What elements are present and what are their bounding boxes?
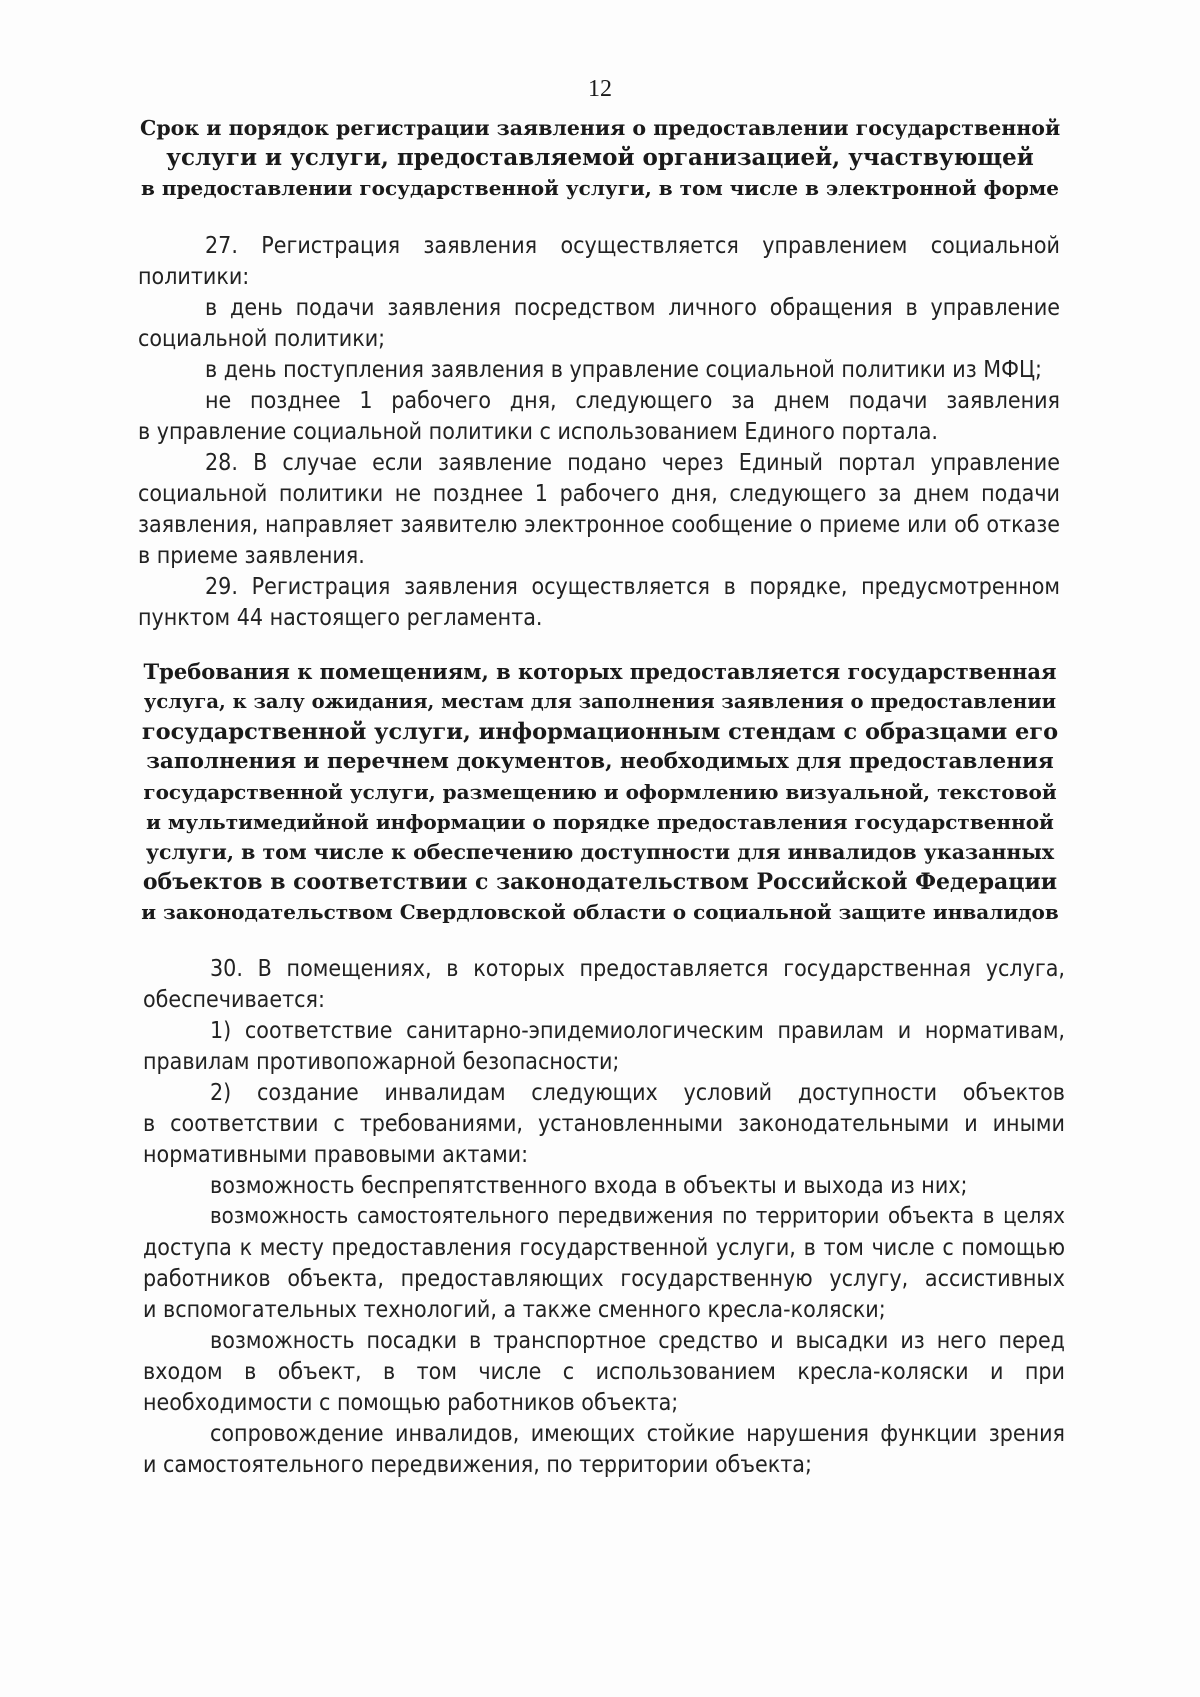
list-item-line: нормативными правовыми актами: xyxy=(143,1142,529,1168)
list-item-line: не позднее 1 рабочего дня, следующего за днем подачи заявления xyxy=(205,388,1060,414)
heading-line: и мультимедийной информации о порядке предоставления государственной xyxy=(146,810,1054,834)
list-item-line: сопровождение инвалидов, имеющих стойкие нарушения функции зрения xyxy=(210,1421,1065,1447)
list-item-line: 2) создание инвалидам следующих условий доступности объектов xyxy=(210,1080,1065,1106)
paragraph-30-line: 30. В помещениях, в которых предоставляется государственная услуга, xyxy=(210,956,1065,982)
list-item-line: в день подачи заявления посредством личного обращения в управление xyxy=(205,295,1060,321)
list-item-line: работников объекта, предоставляющих государственную услугу, ассистивных xyxy=(143,1266,1065,1292)
paragraph-28-line: заявления, направляет заявителю электронное сообщение о приеме или об отказе xyxy=(138,512,1060,538)
list-item-line: социальной политики; xyxy=(138,326,386,352)
list-item-line: необходимости с помощью работников объекта; xyxy=(143,1390,679,1416)
paragraph-30-line: обеспечивается: xyxy=(143,987,325,1013)
paragraph-28-line: 28. В случае если заявление подано через Единый портал управление xyxy=(205,450,1060,476)
section-heading-premises-requirements xyxy=(140,657,1060,927)
paragraph-28-line: в приеме заявления. xyxy=(138,543,365,569)
paragraph-27-line: политики: xyxy=(138,264,250,290)
list-item-line: и самостоятельного передвижения, по территории объекта; xyxy=(143,1452,812,1478)
heading-line: в предоставлении государственной услуги, в том числе в электронной форме xyxy=(140,176,1060,200)
paragraph-29-line: пунктом 44 настоящего регламента. xyxy=(138,605,543,631)
paragraph-29-line: 29. Регистрация заявления осуществляется в порядке, предусмотренном xyxy=(205,574,1060,600)
heading-line: Требования к помещениям, в которых предоставляется государственная xyxy=(143,659,1057,684)
list-item-line: доступа к месту предоставления государственной услуги, в том числе с помощью xyxy=(143,1235,1065,1261)
section-heading-registration xyxy=(140,113,1060,203)
heading-line: и законодательством Свердловской области о социальной защите инвалидов xyxy=(141,900,1059,924)
heading-line: Срок и порядок регистрации заявления о предоставлении государственной xyxy=(140,116,1061,140)
list-item-line: входом в объект, в том числе с использованием кресла-коляски и при xyxy=(143,1359,1065,1385)
heading-line: заполнения и перечнем документов, необходимых для предоставления xyxy=(146,749,1054,774)
heading-line: услуги, в том числе к обеспечению доступности для инвалидов указанных xyxy=(145,840,1055,864)
heading-line: услуги и услуги, предоставляемой организацией, участвующей xyxy=(166,144,1034,171)
heading-line: объектов в соответствии с законодательством Российской Федерации xyxy=(142,869,1058,895)
list-item-line: в соответствии с требованиями, установленными законодательными и иными xyxy=(143,1111,1065,1137)
list-item-line: возможность самостоятельного передвижения по территории объекта в целях xyxy=(210,1204,1065,1229)
paragraph-27-line: 27. Регистрация заявления осуществляется управлением социальной xyxy=(205,233,1060,259)
list-item-line: возможность беспрепятственного входа в объекты и выхода из них; xyxy=(210,1173,968,1199)
list-item-line: в день поступления заявления в управление социальной политики из МФЦ; xyxy=(205,357,1042,383)
list-item-line: правилам противопожарной безопасности; xyxy=(143,1049,620,1075)
list-item-line: в управление социальной политики с использованием Единого портала. xyxy=(138,419,938,445)
heading-line: государственной услуги, размещению и оформлению визуальной, текстовой xyxy=(143,780,1057,804)
heading-line: услуга, к залу ожидания, местам для заполнения заявления о предоставлении xyxy=(143,690,1057,713)
paragraph-28-line: социальной политики не позднее 1 рабочего дня, следующего за днем подачи xyxy=(138,481,1060,507)
list-item-line: 1) соответствие санитарно-эпидемиологическим правилам и нормативам, xyxy=(210,1018,1065,1044)
page-number: 12 xyxy=(588,76,612,102)
heading-line: государственной услуги, информационным стендам с образцами его xyxy=(141,719,1059,745)
list-item-line: возможность посадки в транспортное средство и высадки из него перед xyxy=(210,1328,1065,1354)
list-item-line: и вспомогательных технологий, а также сменного кресла-коляски; xyxy=(143,1297,886,1323)
